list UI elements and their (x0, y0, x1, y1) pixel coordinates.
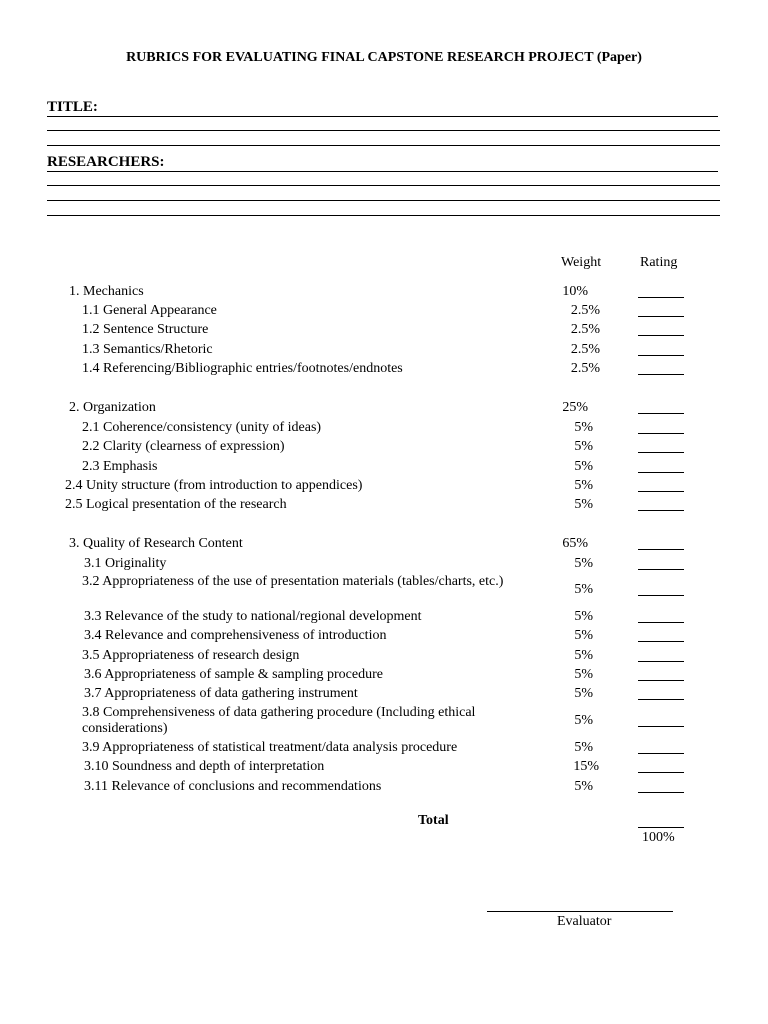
section-weight: 65% (562, 536, 588, 551)
item-label: 1.4 Referencing/Bibliographic entries/footnotes/endnotes (82, 361, 403, 376)
item-label: 3.10 Soundness and depth of interpretation (84, 759, 325, 774)
evaluator-signature-line[interactable] (487, 911, 673, 912)
item-row-2-5 (0, 497, 768, 517)
item-label: 3.9 Appropriateness of statistical treatment/data analysis procedure (82, 740, 458, 755)
item-label: 3.11 Relevance of conclusions and recommendations (84, 779, 382, 794)
item-row-3-10 (0, 759, 768, 779)
item-row-1-3 (0, 342, 768, 362)
rating-blank[interactable] (638, 753, 684, 754)
item-label: 1.3 Semantics/Rhetoric (82, 342, 213, 357)
item-row-3-4 (0, 628, 768, 648)
item-label: 3.6 Appropriateness of sample & sampling procedure (84, 667, 383, 682)
researchers-field-label: RESEARCHERS: (47, 154, 165, 170)
item-weight: 5% (574, 667, 593, 682)
rating-blank[interactable] (638, 413, 684, 414)
rating-blank[interactable] (638, 355, 684, 356)
rating-blank[interactable] (638, 335, 684, 336)
item-label: 3.4 Relevance and comprehensiveness of introduction (84, 628, 387, 643)
item-weight: 2.5% (570, 322, 600, 337)
item-weight: 5% (574, 609, 593, 624)
page-title: RUBRICS FOR EVALUATING FINAL CAPSTONE RESEARCH PROJECT (Paper) (126, 50, 642, 65)
rating-blank[interactable] (638, 452, 684, 453)
item-label: 2.1 Coherence/consistency (unity of ideas) (82, 420, 322, 435)
item-label: 1.1 General Appearance (82, 303, 217, 318)
researchers-field-line-3[interactable] (47, 200, 720, 201)
rating-blank[interactable] (638, 641, 684, 642)
title-field-line-2[interactable] (47, 130, 720, 131)
item-weight: 5% (574, 648, 593, 663)
total-label: Total (418, 813, 449, 828)
title-field-label: TITLE: (47, 99, 98, 115)
rating-blank[interactable] (638, 699, 684, 700)
item-row-3-8 (0, 705, 768, 739)
title-field-line-3[interactable] (47, 145, 720, 146)
title-field-line-1[interactable] (47, 116, 718, 117)
item-weight: 2.5% (570, 303, 600, 318)
rating-column-header: Rating (640, 255, 678, 270)
item-weight: 5% (574, 459, 593, 474)
researchers-field-line-4[interactable] (47, 215, 720, 216)
rating-blank[interactable] (638, 316, 684, 317)
rating-blank[interactable] (638, 726, 684, 727)
item-row-3-6 (0, 667, 768, 687)
item-label: 2.5 Logical presentation of the research (65, 497, 287, 512)
item-label: 3.8 Comprehensiveness of data gathering procedure (Including ethical considerations) (82, 705, 476, 736)
item-row-3-7 (0, 686, 768, 706)
section-label: 2. Organization (69, 400, 156, 415)
section-row-quality-of-research-content (0, 536, 768, 556)
item-row-3-11 (0, 779, 768, 799)
rating-blank[interactable] (638, 792, 684, 793)
item-label: 3.2 Appropriateness of the use of presentation materials (tables/charts, etc.) (82, 574, 504, 589)
item-weight: 5% (574, 478, 593, 493)
item-row-2-2 (0, 439, 768, 459)
item-row-2-1 (0, 420, 768, 440)
weight-column-header: Weight (561, 255, 602, 270)
item-weight: 5% (574, 420, 593, 435)
researchers-field-line-1[interactable] (47, 171, 718, 172)
item-label: 3.1 Originality (84, 556, 167, 571)
item-weight: 2.5% (570, 342, 600, 357)
item-label: 3.3 Relevance of the study to national/regional development (84, 609, 422, 624)
rating-blank[interactable] (638, 680, 684, 681)
item-weight: 15% (573, 759, 599, 774)
section-weight: 10% (562, 284, 588, 299)
item-label: 2.4 Unity structure (from introduction to appendices) (65, 478, 363, 493)
rating-blank[interactable] (638, 622, 684, 623)
total-value: 100% (642, 830, 675, 845)
section-row-organization (0, 400, 768, 420)
rating-blank[interactable] (638, 491, 684, 492)
item-row-1-4 (0, 361, 768, 381)
item-weight: 5% (574, 582, 593, 597)
researchers-field-line-2[interactable] (47, 185, 720, 186)
item-weight: 5% (574, 713, 593, 728)
item-label: 2.3 Emphasis (82, 459, 158, 474)
section-label: 1. Mechanics (69, 284, 144, 299)
item-row-3-9 (0, 740, 768, 760)
rating-blank[interactable] (638, 472, 684, 473)
item-weight: 5% (574, 439, 593, 454)
rating-blank[interactable] (638, 510, 684, 511)
evaluator-label: Evaluator (557, 914, 612, 929)
item-row-2-4 (0, 478, 768, 498)
item-weight: 5% (574, 740, 593, 755)
item-row-1-2 (0, 322, 768, 342)
item-row-1-1 (0, 303, 768, 323)
item-weight: 5% (574, 556, 593, 571)
section-row-mechanics (0, 284, 768, 304)
rating-blank[interactable] (638, 549, 684, 550)
item-label: 3.7 Appropriateness of data gathering instrument (84, 686, 358, 701)
item-weight: 2.5% (570, 361, 600, 376)
rating-blank[interactable] (638, 297, 684, 298)
item-weight: 5% (574, 497, 593, 512)
item-label: 3.5 Appropriateness of research design (82, 648, 300, 663)
section-weight: 25% (562, 400, 588, 415)
item-label: 2.2 Clarity (clearness of expression) (82, 439, 285, 454)
rating-blank[interactable] (638, 433, 684, 434)
rating-blank[interactable] (638, 661, 684, 662)
item-label: 1.2 Sentence Structure (82, 322, 209, 337)
item-weight: 5% (574, 779, 593, 794)
rating-blank[interactable] (638, 569, 684, 570)
item-row-3-5 (0, 648, 768, 668)
item-row-3-3 (0, 609, 768, 629)
rating-blank[interactable] (638, 595, 684, 596)
item-row-3-1 (0, 556, 768, 576)
item-row-3-2 (0, 574, 768, 608)
rating-blank[interactable] (638, 772, 684, 773)
item-weight: 5% (574, 686, 593, 701)
rating-blank[interactable] (638, 374, 684, 375)
item-weight: 5% (574, 628, 593, 643)
section-label: 3. Quality of Research Content (69, 536, 243, 551)
total-rating-blank[interactable] (638, 827, 684, 828)
item-row-2-3 (0, 459, 768, 479)
